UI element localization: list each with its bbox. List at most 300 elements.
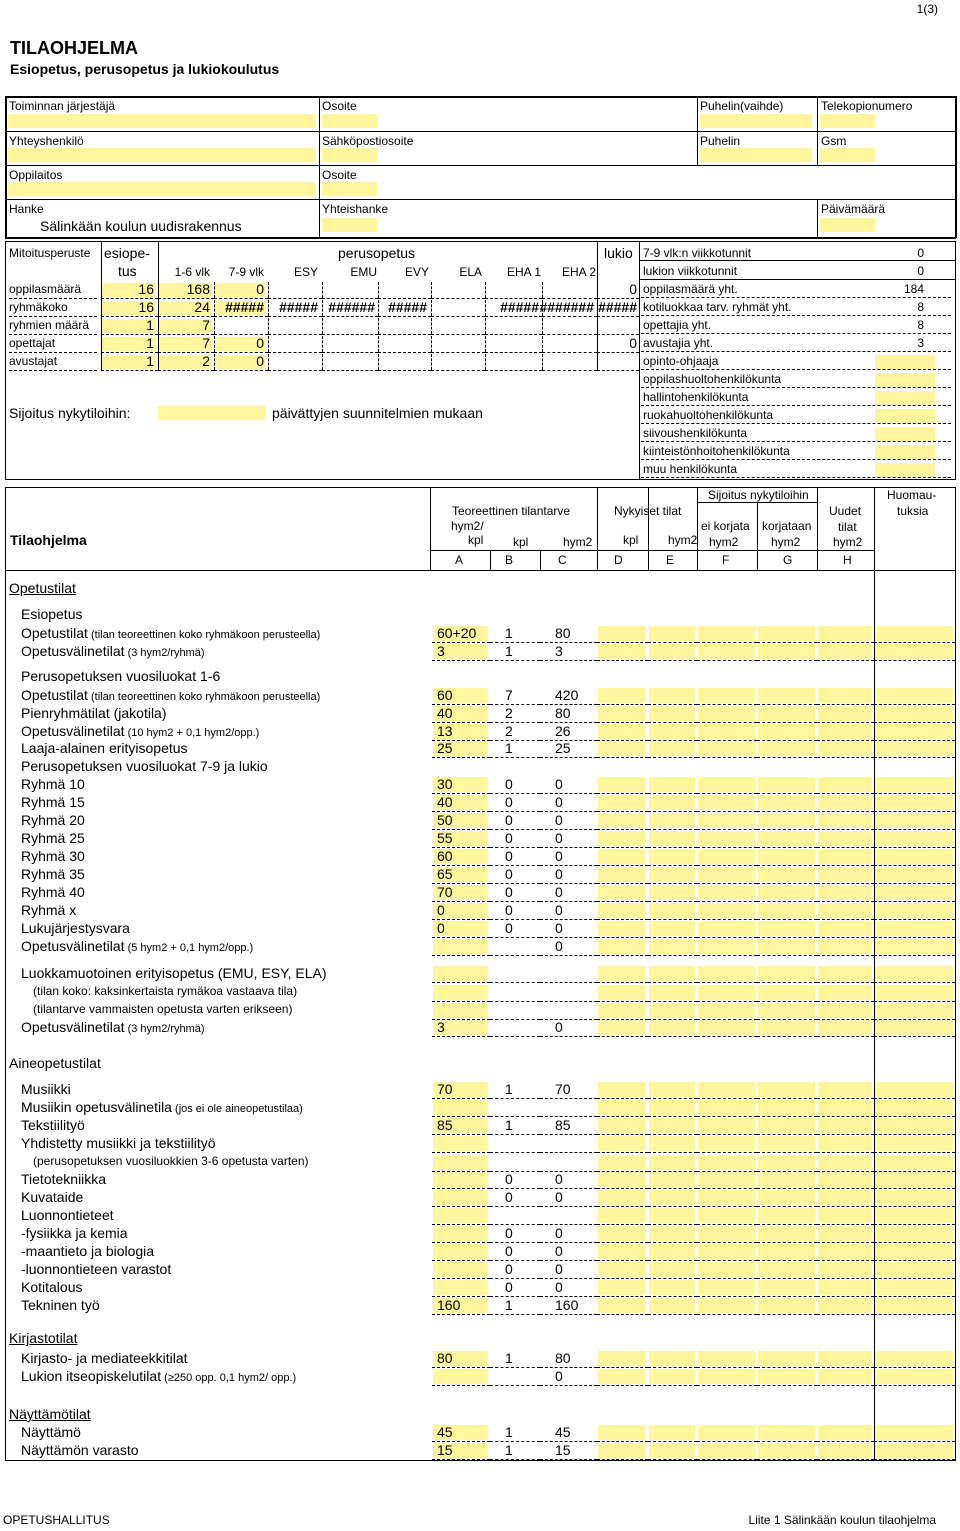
row-line [432,660,490,661]
value-c: 26 [555,723,571,739]
row-line [597,847,648,848]
value-a: 70 [437,884,453,900]
mitoitus-cell-divider [431,354,432,370]
value-c: 0 [555,830,563,846]
row-label-note: (≥250 opp. 0,1 hym2/ opp.) [161,1372,297,1384]
row-line [490,1278,540,1279]
row-line [490,740,540,741]
row-line [817,1441,874,1442]
mitoitus-cell-line [485,370,542,371]
row-label: Pienryhmätilat (jakotila) [21,705,167,721]
mitoitus-col-header: ESY [293,265,318,279]
mitoitus-value: 0 [256,335,264,351]
input-cell [598,626,646,641]
input-cell [598,1425,646,1440]
mitoitus-cell-divider [322,282,323,298]
row-line [697,704,757,705]
page-title: TILAOHJELMA [10,38,138,58]
kpl-b-header: kpl [513,535,529,549]
row-line [757,793,817,794]
row-label: -luonnontieteen varastot [21,1261,172,1277]
row-line [697,1134,757,1135]
mitoitus-value: ####### [539,299,594,315]
row-line [648,1459,697,1460]
row-line [648,1134,697,1135]
mitoitus-value: 7 [202,317,210,333]
row-line [597,982,648,983]
mitoitus-value: 0 [256,353,264,369]
row-line [757,829,817,830]
mitoitus-cell-line [378,334,431,335]
input-cell [598,1262,646,1277]
row-line [697,1314,757,1315]
label-sahkoposti: Sähköpostiosoite [322,134,414,148]
value-a: 0 [437,902,445,918]
input-cell [818,644,872,659]
value-c: 0 [555,1368,563,1384]
input-cell [818,724,872,739]
input-cell [598,867,646,882]
perusopetus-label: perusopetus [338,245,416,261]
row-line [540,1098,597,1099]
mitoitus-cell-line [431,370,485,371]
hym2-g-header: hym2 [771,535,801,549]
mitoitus-cell-line [268,334,322,335]
input-cell [758,1244,815,1259]
mitoitus-cell-line [214,370,268,371]
input-cell [875,1190,953,1205]
row-line [697,937,757,938]
value-c: 85 [555,1117,571,1133]
row-line [540,1188,597,1189]
row-line [432,1278,490,1279]
mitoitus-col-header: 1-6 vlk [174,265,210,279]
value-b: 1 [505,643,513,659]
row-line [490,1036,540,1037]
input-cell [649,724,695,739]
row-line [648,1036,697,1037]
mitoitus-cell-divider [378,318,379,334]
input-cell [598,1003,646,1018]
row-label: Näyttämö [21,1424,81,1440]
input-cell [875,1226,953,1241]
input-cell [818,1155,872,1170]
input-cell [649,1298,695,1313]
row-line [432,1134,490,1135]
input-cell [433,939,488,954]
value-b: 0 [505,794,513,810]
row-line [697,1188,757,1189]
input-cell [818,1118,872,1133]
row-line [490,1206,540,1207]
input-cell [818,985,872,1000]
input-cell [598,1298,646,1313]
row-line [597,1224,648,1225]
summary-label: muu henkilökunta [643,462,738,476]
mitoitus-cell-divider [639,318,640,334]
row-line [817,757,874,758]
input-cell [598,1136,646,1151]
input-cell [818,1082,872,1097]
value-b: 2 [505,705,513,721]
subsection-title: Perusopetuksen vuosiluokat 7-9 ja lukio [21,758,268,774]
input-cell [649,813,695,828]
value-c: 160 [555,1297,579,1313]
input-cell [649,1136,695,1151]
row-line [432,1260,490,1261]
teoreettinen-header: Teoreettinen tilantarve [452,504,571,518]
mitoitus-row-label: ryhmäkoko [9,300,68,314]
value-a: 60 [437,848,453,864]
input-cell [598,1082,646,1097]
input-cell [698,1208,755,1223]
row-line [648,1314,697,1315]
row-line [697,1367,757,1368]
row-line [648,793,697,794]
input-cell [875,939,953,954]
row-line [874,982,955,983]
row-line [697,811,757,812]
mitoitus-value: 1 [146,353,154,369]
row-line [697,1116,757,1117]
input-cell [698,1155,755,1170]
row-line [648,982,697,983]
row-line [874,704,955,705]
input-cell [649,1100,695,1115]
hanke-value: Sälinkään koulun uudisrakennus [40,218,242,234]
row-line [490,1224,540,1225]
column-letter: F [722,553,730,567]
row-line [490,793,540,794]
value-c: 0 [555,884,563,900]
row-line [432,1001,490,1002]
row-line [757,937,817,938]
row-line [540,919,597,920]
summary-line [641,459,951,460]
row-line [874,901,955,902]
row-line [874,1224,955,1225]
value-a: 3 [437,1019,445,1035]
row-line [648,1188,697,1189]
mitoitus-cell-divider [268,300,269,316]
value-b: 0 [505,848,513,864]
input-cell [598,1020,646,1035]
input-cell [649,1443,695,1458]
input-cell [875,1208,953,1223]
value-c: 3 [555,643,563,659]
page-subtitle: Esiopetus, perusopetus ja lukiokoulutus [10,61,280,77]
row-label-text: Opetusvälinetilat [21,1019,125,1035]
mitoitus-cell-divider [597,354,598,370]
row-line [697,1152,757,1153]
row-line [490,722,540,723]
row-line [757,811,817,812]
summary-input-cell [875,409,935,423]
row-line [874,793,955,794]
input-cell [758,1208,815,1223]
label-puhelin-vaihde: Puhelin(vaihde) [700,99,784,113]
label-hanke: Hanke [9,202,44,216]
hym2-c-header: hym2 [563,535,593,549]
mitoitus-cell-divider [268,336,269,352]
input-cell [758,1298,815,1313]
value-c: 25 [555,740,571,756]
row-line [432,1036,490,1037]
value-c: 0 [555,776,563,792]
row-line [648,1441,697,1442]
mitoitus-row-label: avustajat [9,354,58,368]
row-label: Ryhmä 10 [21,776,85,792]
input-cell [698,1298,755,1313]
input-cell [875,1244,953,1259]
row-line [817,901,874,902]
row-note: (perusopetuksen vuosiluokkien 3-6 opetusta varten) [33,1154,309,1168]
row-line [874,1242,955,1243]
row-line [597,793,648,794]
subsection-title: Perusopetuksen vuosiluokat 1-6 [21,668,221,684]
row-label-text: Lukion itseopiskelutilat [21,1368,162,1384]
input-cell [758,688,815,703]
tilat-header: tilat [838,520,857,534]
mitoitus-cell-divider [597,282,598,298]
summary-label: oppilasmäärä yht. [643,282,738,296]
row-line [874,1314,955,1315]
input-cell [875,724,953,739]
value-b: 0 [505,1279,513,1295]
input-cell [698,939,755,954]
column-divider [597,487,598,571]
input-cell [649,1244,695,1259]
row-line [757,883,817,884]
row-line [648,1296,697,1297]
mitoitus-cell-divider [268,354,269,370]
input-cell [433,1003,488,1018]
row-line [597,901,648,902]
row-line [757,1278,817,1279]
summary-label: opinto-ohjaaja [643,354,719,368]
row-line [490,757,540,758]
input-cell [818,1003,872,1018]
row-line [648,829,697,830]
row-note: (tilantarve vammaisten opetusta varten erikseen) [33,1002,293,1016]
row-line [757,919,817,920]
row-line [540,955,597,956]
value-b: 0 [505,812,513,828]
value-b: 0 [505,920,513,936]
row-line [648,847,697,848]
mitoitus-cell-line [322,352,378,353]
mitoitus-cell-divider [639,354,640,370]
row-line [874,1367,955,1368]
row-line [817,919,874,920]
value-a: 60 [437,687,453,703]
row-line [648,1278,697,1279]
row-line [817,793,874,794]
row-line [490,829,540,830]
row-line [490,1134,540,1135]
row-line [648,642,697,643]
mitoitus-cell-line [378,316,431,317]
mitoitus-col-header: EHA 1 [506,265,541,279]
mitoitus-value: 7 [202,335,210,351]
value-b: 1 [505,1350,513,1366]
row-line [597,865,648,866]
row-line [874,865,955,866]
input-cell [698,1369,755,1384]
lukio-label: lukio [604,245,633,261]
input-cell [758,966,815,981]
hym2-e-header: hym2 [668,533,698,547]
row-line [874,1206,955,1207]
input-cell [698,777,755,792]
row-line [597,1116,648,1117]
mitoitus-cell-line [485,334,542,335]
row-label [21,723,259,739]
row-line [757,1459,817,1460]
input-cell [433,985,488,1000]
row-line [540,1260,597,1261]
row-line [817,1278,874,1279]
row-line [490,811,540,812]
row-line [597,757,648,758]
row-line [490,1367,540,1368]
row-line [490,1314,540,1315]
value-a: 80 [437,1350,453,1366]
input-cell [598,688,646,703]
mitoitus-value: ##### [598,299,637,315]
row-label [21,625,320,641]
row-line [648,955,697,956]
row-label-note: (10 hym2 + 0,1 hym2/opp.) [124,727,260,739]
row-line [648,1260,697,1261]
input-cell [758,1082,815,1097]
row-label: Laaja-alainen erityisopetus [21,740,188,756]
input-cell [758,1443,815,1458]
label-osoite-2: Osoite [322,168,357,182]
value-a: 40 [437,794,453,810]
input-cell [758,1118,815,1133]
input-cell [818,1100,872,1115]
row-line [648,1242,697,1243]
input-cell [598,921,646,936]
input-cell [649,644,695,659]
row-line [540,829,597,830]
input-cell [598,1118,646,1133]
value-a: 45 [437,1424,453,1440]
input-cell [875,688,953,703]
input-cell [698,921,755,936]
row-line [697,901,757,902]
row-line [817,847,874,848]
input-cell [433,1155,488,1170]
summary-line [641,441,951,442]
row-line [757,955,817,956]
tus-label: tus [118,263,137,279]
value-c: 0 [555,1171,563,1187]
mitoitus-value: 16 [138,299,154,315]
row-line [817,1134,874,1135]
row-line [874,1116,955,1117]
input-cell [758,626,815,641]
row-line [817,1206,874,1207]
mitoitus-value: ##### [279,299,318,315]
row-label: Lukujärjestysvara [21,920,130,936]
row-line [697,722,757,723]
row-label [21,643,205,659]
label-puhelin: Puhelin [700,134,741,148]
row-line [697,1459,757,1460]
mitoitus-col-header: EMU [350,265,377,279]
input-cell [598,1244,646,1259]
input-cell [875,1443,953,1458]
mitoitus-cell-divider [639,300,640,316]
row-line [540,1314,597,1315]
input-cell [875,1136,953,1151]
input-cell [598,1351,646,1366]
row-line [540,883,597,884]
summary-line [641,387,951,388]
input-cell [649,849,695,864]
row-line [540,1242,597,1243]
footer-left: OPETUSHALLITUS [3,1513,110,1527]
hym2-h-header: hym2 [833,535,863,549]
column-letter: E [666,553,675,567]
row-line [817,1260,874,1261]
summary-value: 3 [917,336,924,350]
value-a: 13 [437,723,453,739]
row-line [874,1385,955,1386]
input-cell [698,1262,755,1277]
row-line [432,1098,490,1099]
mitoitus-cell-divider [639,336,640,352]
row-line [648,937,697,938]
value-b: 0 [505,884,513,900]
summary-label: 7-9 vlk:n viikkotunnit [643,246,752,260]
row-line [757,865,817,866]
mitoitus-cell-divider [378,354,379,370]
input-cell [875,1155,953,1170]
label-gsm: Gsm [821,134,847,148]
input-cell [758,921,815,936]
mitoitus-cell-divider [378,336,379,352]
input-cell [649,1118,695,1133]
row-label: Yhdistetty musiikki ja tekstiilityö [21,1135,216,1151]
value-a: 25 [437,740,453,756]
row-line [757,660,817,661]
row-line [697,1278,757,1279]
input-cell [698,688,755,703]
row-line [817,1385,874,1386]
input-cell [875,1280,953,1295]
row-line [697,1098,757,1099]
column-divider [817,487,818,571]
input-cell [875,1262,953,1277]
mitoitus-row-label: oppilasmäärä [9,282,82,296]
mitoitus-cell-divider [268,318,269,334]
input-cell [875,813,953,828]
row-line [874,919,955,920]
row-label: Musiikki [21,1081,71,1097]
value-b: 1 [505,1297,513,1313]
row-line [490,1296,540,1297]
input-cell [875,741,953,756]
mitoitus-cell-line [597,352,639,353]
row-line [597,1001,648,1002]
input-cell [818,1351,872,1366]
value-b: 0 [505,902,513,918]
row-line [540,660,597,661]
row-line [540,811,597,812]
